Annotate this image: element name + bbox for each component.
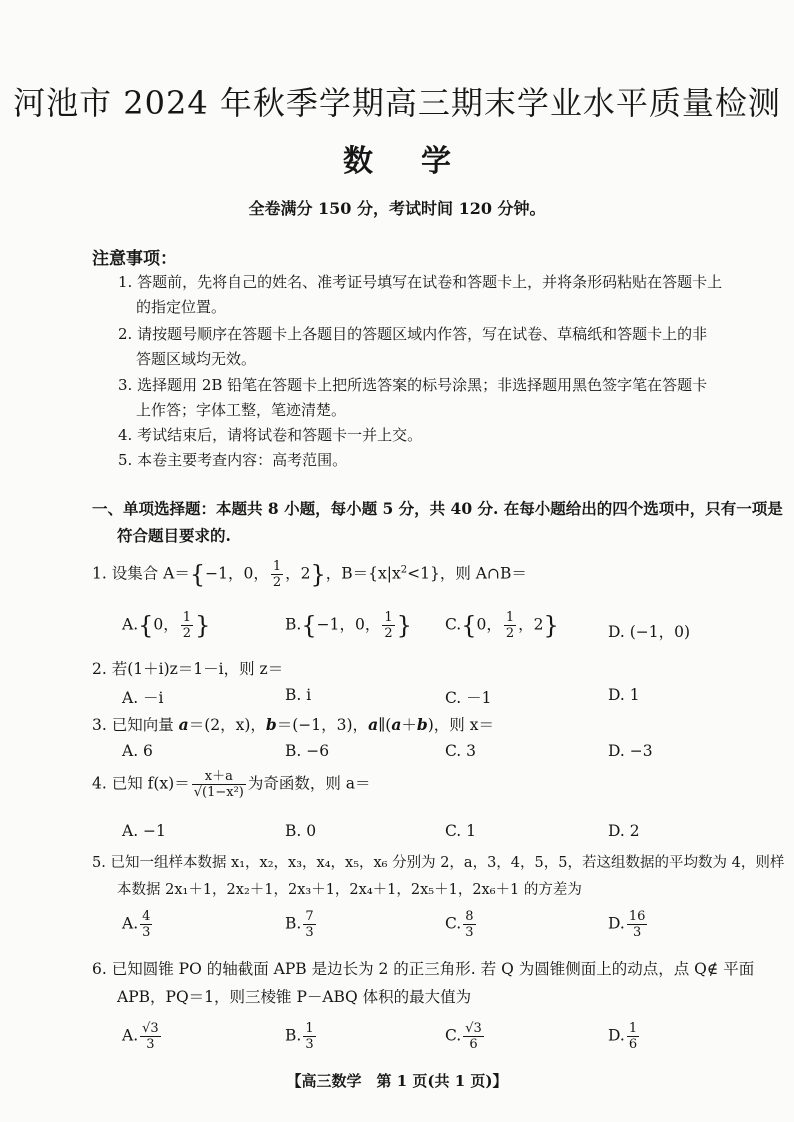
exam-title: 河池市 2024 年秋季学期高三期末学业水平质量检测: [13, 84, 781, 122]
question-5-stem: 5. 已知一组样本数据 x₁，x₂，x₃，x₄，x₅，x₆ 分别为 2，a，3，4，5，5，若这组数据的平均数为 4，则样: [92, 855, 785, 871]
q3-option-a: A. 6: [122, 742, 153, 760]
note-line: 1. 答题前，先将自己的姓名、准考证号填写在试卷和答题卡上，并将条形码粘贴在答题卡上: [118, 273, 723, 291]
q3-option-d: D. −3: [608, 742, 653, 760]
subject-title: 数学: [343, 144, 499, 179]
fraction: $\frac{1}{2}$: [272, 559, 282, 590]
page-footer: 【高三数学 第 1 页(共 1 页)】: [286, 1072, 508, 1090]
q6-option-a: A. $\frac{√3}{3}$: [122, 1021, 159, 1052]
q3-option-c: C. 3: [445, 742, 477, 760]
q1-option-d: D. (−1，0): [608, 623, 691, 641]
q2-option-d: D. 1: [608, 686, 640, 704]
q1-option-c: C.{0， $\frac{1}{2}$ ，2}: [445, 610, 559, 641]
note-line: 的指定位置。: [136, 298, 227, 316]
question-6-stem-cont: APB，PQ＝1，则三棱锥 P－ABQ 体积的最大值为: [117, 988, 472, 1006]
q5-option-c: C. $\frac{8}{3}$: [445, 909, 474, 940]
q5-option-d: D. $\frac{16}{3}$: [608, 909, 646, 940]
q1-option-b: B.{−1，0， $\frac{1}{2}$ }: [285, 610, 412, 641]
note-line: 2. 请按题号顺序在答题卡上各题目的答题区域内作答，写在试卷、草稿纸和答题卡上的非: [118, 325, 708, 343]
question-1-stem: 1. 设集合 A＝{−1，0， $\frac{1}{2}$ ，2}，$B=\{x|x^2<1\}$，则 A∩B＝: [92, 559, 527, 590]
note-line: 答题区域均无效。: [136, 350, 257, 368]
notes-heading: 注意事项：: [92, 249, 177, 269]
question-5-stem-cont: 本数据 2x₁＋1，2x₂＋1，2x₃＋1，2x₄＋1，2x₅＋1，2x₆＋1 的方差为: [117, 882, 582, 898]
note-line: 5. 本卷主要考查内容：高考范围。: [118, 451, 348, 469]
note-line: 上作答；字体工整，笔迹清楚。: [136, 401, 347, 419]
q2-option-b: B. i: [285, 686, 312, 704]
q4-option-a: A. −1: [122, 822, 166, 840]
section-heading-cont: 符合题目要求的.: [117, 526, 231, 545]
question-4-stem: 4. 已知 f(x)＝ $\frac{x+a}{\text{√(1−x²)}}$ 为奇函数，则 a＝: [92, 769, 371, 800]
q4-option-b: B. 0: [285, 822, 317, 840]
q3-option-b: B. −6: [285, 742, 330, 760]
note-line: 3. 选择题用 2B 铅笔在答题卡上把所选答案的标号涂黑；非选择题用黑色签字笔在答题卡: [118, 376, 708, 394]
exam-info: 全卷满分 150 分，考试时间 120 分钟。: [248, 199, 546, 218]
q5-option-b: B. $\frac{7}{3}$: [285, 909, 314, 940]
q6-option-b: B. $\frac{1}{3}$: [285, 1021, 314, 1052]
q6-option-c: C. $\frac{√3}{6}$: [445, 1021, 482, 1052]
q4-option-d: D. 2: [608, 822, 640, 840]
question-3-stem: 3. 已知向量 a＝(2，x)，b＝(−1，3)，a∥(a＋b)，则 x＝: [92, 715, 494, 734]
question-6-stem: 6. 已知圆锥 PO 的轴截面 APB 是边长为 2 的正三角形. 若 Q 为圆锥侧面上的动点，点 Q∉ 平面: [92, 960, 755, 978]
q4-option-c: C. 1: [445, 822, 477, 840]
section-heading: 一、单项选择题：本题共 8 小题，每小题 5 分，共 40 分. 在每小题给出的四个选项中，只有一项是: [92, 499, 783, 518]
fraction: $\frac{x+a}{\text{√(1−x²)}}$: [193, 769, 244, 800]
q2-option-a: A. －i: [122, 689, 164, 707]
note-line: 4. 考试结束后，请将试卷和答题卡一并上交。: [118, 426, 423, 444]
q2-option-c: C. －1: [445, 689, 492, 707]
question-2-stem: 2. 若(1＋i)z＝1－i，则 z＝: [92, 660, 284, 678]
q6-option-d: D. $\frac{1}{6}$: [608, 1021, 638, 1052]
q5-option-a: A. $\frac{4}{3}$: [122, 909, 151, 940]
q1-option-a: A.{0， $\frac{1}{2}$ }: [122, 610, 211, 641]
